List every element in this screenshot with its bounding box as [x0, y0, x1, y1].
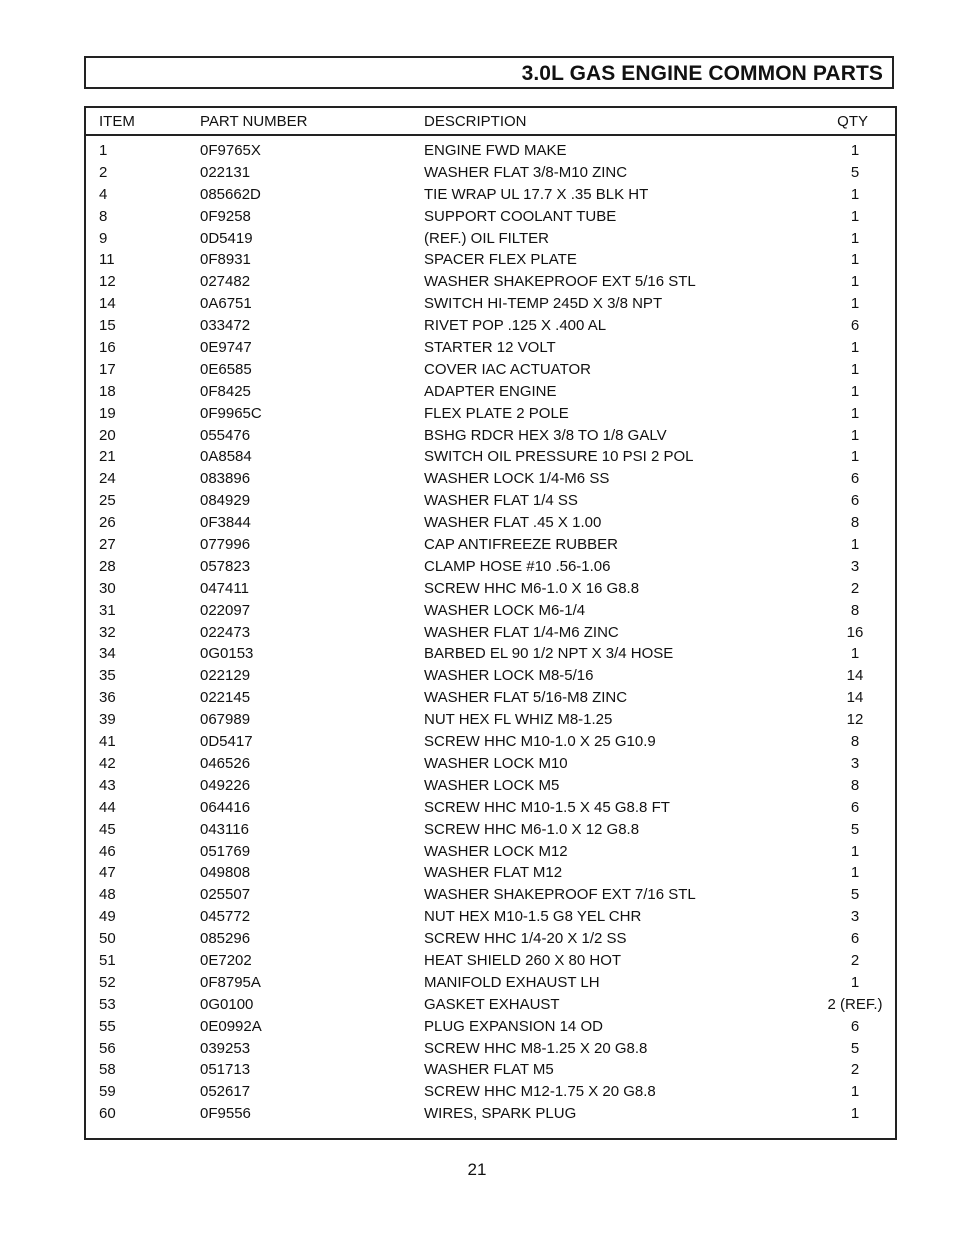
item-cell: 58: [99, 1061, 116, 1079]
table-row: [86, 425, 895, 447]
part-number-cell: 0F9765X: [200, 142, 261, 159]
qty-cell: 1: [850, 382, 860, 400]
table-row: [86, 622, 895, 644]
part-number-cell: 0F8425: [200, 382, 251, 400]
description-cell: TIE WRAP UL 17.7 X .35 BLK HT: [424, 185, 649, 203]
table-row: [86, 687, 895, 709]
table-row: [86, 1038, 895, 1060]
item-cell: 4: [99, 185, 108, 203]
part-number-cell: 067989: [200, 711, 251, 729]
table-row: [86, 1081, 895, 1103]
table-row: [86, 1103, 895, 1125]
qty-cell: 3: [850, 754, 860, 772]
qty-cell: 1: [850, 404, 860, 422]
item-cell: 55: [99, 1017, 116, 1035]
part-number-cell: 0E7202: [200, 951, 252, 969]
qty-cell: 8: [850, 601, 860, 619]
qty-cell: 1: [850, 229, 860, 247]
qty-cell: 1: [850, 536, 860, 554]
table-row: [86, 228, 895, 250]
table-row: [86, 1016, 895, 1038]
parts-table: [84, 106, 897, 1140]
item-cell: 39: [99, 711, 116, 729]
part-number-cell: 051713: [200, 1061, 251, 1079]
part-number-cell: 0D5417: [200, 733, 253, 751]
part-number-cell: 033472: [200, 317, 251, 335]
item-cell: 36: [99, 689, 116, 707]
part-number-cell: 049226: [200, 776, 251, 794]
item-cell: 47: [99, 864, 116, 882]
description-cell: SCREW HHC M12-1.75 X 20 G8.8: [424, 1083, 656, 1101]
description-cell: COVER IAC ACTUATOR: [424, 360, 591, 378]
page-number: 21: [467, 1160, 487, 1179]
description-cell: CLAMP HOSE #10 .56-1.06: [424, 557, 611, 575]
part-number-cell: 0A8584: [200, 448, 252, 466]
item-cell: 24: [99, 470, 116, 488]
part-number-cell: 0E9747: [200, 339, 252, 357]
table-row: [86, 468, 895, 490]
description-cell: ADAPTER ENGINE: [424, 382, 557, 400]
item-cell: 15: [99, 317, 116, 335]
item-cell: 30: [99, 579, 116, 597]
description-cell: WASHER FLAT M5: [424, 1061, 554, 1079]
description-cell: RIVET POP .125 X .400 AL: [424, 317, 607, 335]
table-row: [86, 600, 895, 622]
description-cell: ENGINE FWD MAKE: [424, 142, 567, 159]
qty-cell: 6: [850, 930, 860, 948]
qty-cell: 12: [846, 711, 864, 729]
column-header-item: ITEM: [99, 113, 135, 130]
qty-cell: 1: [850, 339, 860, 357]
description-cell: WASHER LOCK M6-1/4: [424, 601, 586, 619]
item-cell: 60: [99, 1105, 116, 1123]
table-row: [86, 315, 895, 337]
table-body: [86, 140, 895, 1125]
table-row: [86, 293, 895, 315]
table-row: [86, 512, 895, 534]
part-number-cell: 0G0100: [200, 995, 254, 1013]
qty-cell: 1: [850, 295, 860, 313]
table-row: [86, 665, 895, 687]
description-cell: WASHER LOCK M8-5/16: [424, 667, 594, 685]
item-cell: 26: [99, 514, 116, 532]
table-row: [86, 446, 895, 468]
table-row: [86, 534, 895, 556]
table-header-row: [86, 108, 895, 136]
description-cell: (REF.) OIL FILTER: [424, 229, 550, 247]
table-row: [86, 884, 895, 906]
description-cell: WASHER FLAT 1/4 SS: [424, 492, 578, 510]
part-number-cell: 055476: [200, 426, 251, 444]
qty-cell: 1: [850, 251, 860, 269]
item-cell: 49: [99, 908, 116, 926]
part-number-cell: 022145: [200, 689, 251, 707]
part-number-cell: 025507: [200, 886, 251, 904]
title-box: [84, 56, 894, 89]
description-cell: WASHER FLAT M12: [424, 864, 563, 882]
part-number-cell: 045772: [200, 908, 251, 926]
description-cell: SPACER FLEX PLATE: [424, 251, 577, 269]
qty-cell: 1: [850, 864, 860, 882]
qty-cell: 2: [850, 579, 860, 597]
description-cell: WIRES, SPARK PLUG: [424, 1105, 577, 1123]
table-row: [86, 731, 895, 753]
qty-cell: 6: [850, 470, 860, 488]
qty-cell: 1: [850, 645, 860, 663]
description-cell: NUT HEX FL WHIZ M8-1.25: [424, 711, 613, 729]
item-cell: 8: [99, 207, 108, 225]
qty-cell: 1: [850, 1083, 860, 1101]
qty-cell: 5: [850, 886, 860, 904]
item-cell: 11: [99, 251, 115, 269]
qty-cell: 2: [850, 1061, 860, 1079]
qty-cell: 5: [850, 820, 860, 838]
table-row: [86, 578, 895, 600]
table-row: [86, 819, 895, 841]
description-cell: FLEX PLATE 2 POLE: [424, 404, 569, 422]
qty-cell: 6: [850, 1017, 860, 1035]
table-row: [86, 797, 895, 819]
qty-cell: 8: [850, 776, 860, 794]
part-number-cell: 0F9556: [200, 1105, 251, 1123]
table-row: [86, 381, 895, 403]
table-row: [86, 271, 895, 293]
item-cell: 43: [99, 776, 116, 794]
part-number-cell: 077996: [200, 536, 251, 554]
qty-cell: 5: [850, 163, 860, 181]
table-row: [86, 841, 895, 863]
table-row: [86, 140, 895, 162]
item-cell: 59: [99, 1083, 116, 1101]
table-row: [86, 643, 895, 665]
item-cell: 48: [99, 886, 116, 904]
item-cell: 31: [99, 601, 116, 619]
qty-cell: 1: [850, 207, 860, 225]
item-cell: 25: [99, 492, 116, 510]
description-cell: WASHER FLAT 1/4-M6 ZINC: [424, 623, 619, 641]
description-cell: WASHER LOCK M10: [424, 754, 568, 772]
description-cell: WASHER LOCK M12: [424, 842, 568, 860]
item-cell: 46: [99, 842, 116, 860]
item-cell: 44: [99, 798, 116, 816]
part-number-cell: 0F8795A: [200, 973, 261, 991]
description-cell: WASHER SHAKEPROOF EXT 7/16 STL: [424, 886, 696, 904]
item-cell: 1: [99, 142, 108, 159]
qty-cell: 1: [850, 360, 860, 378]
part-number-cell: 0F8931: [200, 251, 251, 269]
description-cell: GASKET EXHAUST: [424, 995, 560, 1013]
description-cell: WASHER FLAT 5/16-M8 ZINC: [424, 689, 628, 707]
description-cell: WASHER SHAKEPROOF EXT 5/16 STL: [424, 273, 696, 291]
table-row: [86, 972, 895, 994]
part-number-cell: 057823: [200, 557, 251, 575]
qty-cell: 1: [850, 142, 860, 159]
description-cell: SCREW HHC M6-1.0 X 12 G8.8: [424, 820, 640, 838]
part-number-cell: 0F9965C: [200, 404, 262, 422]
description-cell: SCREW HHC M10-1.5 X 45 G8.8 FT: [424, 798, 670, 816]
table-row: [86, 862, 895, 884]
part-number-cell: 083896: [200, 470, 251, 488]
part-number-cell: 0D5419: [200, 229, 253, 247]
table-row: [86, 359, 895, 381]
table-row: [86, 753, 895, 775]
table-row: [86, 556, 895, 578]
part-number-cell: 039253: [200, 1039, 251, 1057]
part-number-cell: 064416: [200, 798, 251, 816]
qty-cell: 14: [846, 667, 864, 685]
table-row: [86, 184, 895, 206]
table-row: [86, 162, 895, 184]
description-cell: SWITCH HI-TEMP 245D X 3/8 NPT: [424, 295, 663, 313]
part-number-cell: 0G0153: [200, 645, 254, 663]
description-cell: PLUG EXPANSION 14 OD: [424, 1017, 603, 1035]
description-cell: WASHER FLAT .45 X 1.00: [424, 514, 602, 532]
qty-cell: 2: [850, 951, 860, 969]
description-cell: BSHG RDCR HEX 3/8 TO 1/8 GALV: [424, 426, 667, 444]
item-cell: 56: [99, 1039, 116, 1057]
item-cell: 42: [99, 754, 116, 772]
description-cell: SCREW HHC 1/4-20 X 1/2 SS: [424, 930, 627, 948]
part-number-cell: 046526: [200, 754, 251, 772]
qty-cell: 1: [850, 842, 860, 860]
item-cell: 16: [99, 339, 116, 357]
part-number-cell: 0E0992A: [200, 1017, 262, 1035]
item-cell: 50: [99, 930, 116, 948]
item-cell: 17: [99, 360, 116, 378]
item-cell: 32: [99, 623, 116, 641]
qty-cell: 6: [850, 798, 860, 816]
part-number-cell: 022129: [200, 667, 251, 685]
description-cell: HEAT SHIELD 260 X 80 HOT: [424, 951, 622, 969]
description-cell: SCREW HHC M8-1.25 X 20 G8.8: [424, 1039, 648, 1057]
column-header-part-number: PART NUMBER: [200, 113, 308, 130]
description-cell: WASHER LOCK M5: [424, 776, 560, 794]
item-cell: 14: [99, 295, 116, 313]
part-number-cell: 085662D: [200, 185, 261, 203]
qty-cell: 5: [850, 1039, 860, 1057]
item-cell: 2: [99, 163, 108, 181]
qty-cell: 1: [850, 448, 860, 466]
item-cell: 53: [99, 995, 116, 1013]
qty-cell: 3: [850, 557, 860, 575]
qty-cell: 3: [850, 908, 860, 926]
part-number-cell: 084929: [200, 492, 251, 510]
qty-cell: 8: [850, 733, 860, 751]
item-cell: 35: [99, 667, 116, 685]
part-number-cell: 0F9258: [200, 207, 251, 225]
item-cell: 21: [99, 448, 116, 466]
item-cell: 52: [99, 973, 116, 991]
qty-cell: 1: [850, 973, 860, 991]
qty-cell: 1: [850, 273, 860, 291]
qty-cell: 2 (REF.): [827, 995, 883, 1013]
part-number-cell: 022131: [200, 163, 251, 181]
part-number-cell: 049808: [200, 864, 251, 882]
table-row: [86, 950, 895, 972]
qty-cell: 1: [850, 426, 860, 444]
item-cell: 27: [99, 536, 116, 554]
part-number-cell: 0F3844: [200, 514, 251, 532]
table-row: [86, 490, 895, 512]
table-row: [86, 775, 895, 797]
table-row: [86, 403, 895, 425]
table-row: [86, 337, 895, 359]
description-cell: WASHER FLAT 3/8-M10 ZINC: [424, 163, 628, 181]
page-title: 3.0L GAS ENGINE COMMON PARTS: [521, 62, 883, 85]
qty-cell: 6: [850, 492, 860, 510]
column-header-description: DESCRIPTION: [424, 113, 527, 130]
part-number-cell: 027482: [200, 273, 251, 291]
item-cell: 19: [99, 404, 116, 422]
item-cell: 34: [99, 645, 116, 663]
qty-cell: 8: [850, 514, 860, 532]
table-row: [86, 1059, 895, 1081]
item-cell: 9: [99, 229, 108, 247]
part-number-cell: 0A6751: [200, 295, 252, 313]
qty-cell: 1: [850, 185, 860, 203]
table-row: [86, 249, 895, 271]
item-cell: 20: [99, 426, 116, 444]
qty-cell: 6: [850, 317, 860, 335]
part-number-cell: 0E6585: [200, 360, 252, 378]
description-cell: WASHER LOCK 1/4-M6 SS: [424, 470, 610, 488]
table-row: [86, 994, 895, 1016]
part-number-cell: 043116: [200, 820, 249, 838]
qty-cell: 16: [846, 623, 864, 641]
qty-cell: 14: [846, 689, 864, 707]
description-cell: MANIFOLD EXHAUST LH: [424, 973, 600, 991]
part-number-cell: 047411: [200, 579, 249, 597]
description-cell: BARBED EL 90 1/2 NPT X 3/4 HOSE: [424, 645, 674, 663]
item-cell: 12: [99, 273, 116, 291]
column-header-qty: QTY: [837, 113, 868, 130]
item-cell: 45: [99, 820, 116, 838]
description-cell: SCREW HHC M10-1.0 X 25 G10.9: [424, 733, 656, 751]
table-row: [86, 206, 895, 228]
description-cell: CAP ANTIFREEZE RUBBER: [424, 536, 618, 554]
item-cell: 51: [99, 951, 116, 969]
description-cell: SCREW HHC M6-1.0 X 16 G8.8: [424, 579, 640, 597]
table-row: [86, 928, 895, 950]
qty-cell: 1: [850, 1105, 860, 1123]
item-cell: 41: [99, 733, 116, 751]
part-number-cell: 051769: [200, 842, 251, 860]
part-number-cell: 022097: [200, 601, 251, 619]
part-number-cell: 085296: [200, 930, 251, 948]
part-number-cell: 052617: [200, 1083, 251, 1101]
part-number-cell: 022473: [200, 623, 251, 641]
description-cell: NUT HEX M10-1.5 G8 YEL CHR: [424, 908, 642, 926]
description-cell: STARTER 12 VOLT: [424, 339, 556, 357]
table-row: [86, 709, 895, 731]
item-cell: 28: [99, 557, 116, 575]
table-row: [86, 906, 895, 928]
description-cell: SWITCH OIL PRESSURE 10 PSI 2 POL: [424, 448, 694, 466]
description-cell: SUPPORT COOLANT TUBE: [424, 207, 617, 225]
item-cell: 18: [99, 382, 116, 400]
